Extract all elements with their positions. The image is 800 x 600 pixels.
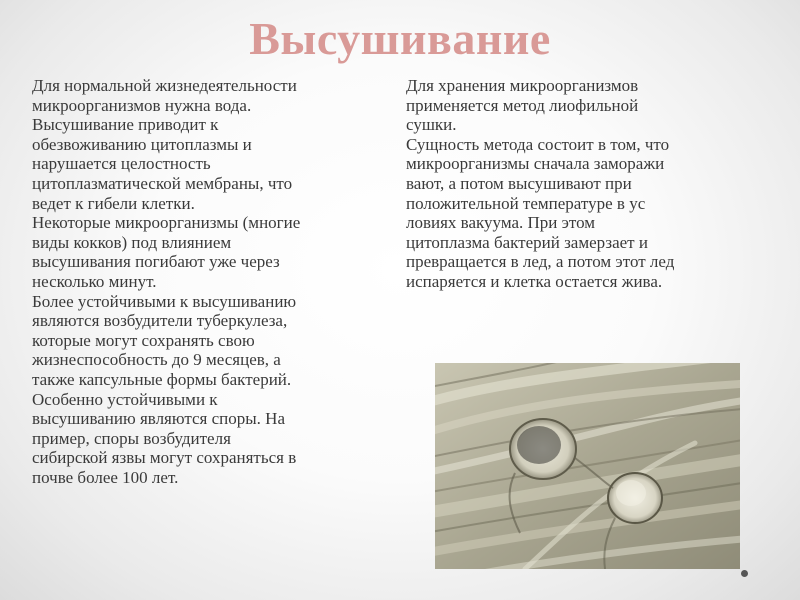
microscope-photo-image [435,363,740,569]
slide-title: Высушивание [249,13,551,64]
slide-corner-dot [741,570,748,577]
right-text-column [406,76,766,292]
left-paragraph-4: Особенно устойчивыми к высушиванию являются споры. На пример, споры возбудителя сибирской язвы могут сохраняться в почве более 100 лет. [32,389,297,487]
left-paragraph-1: Для нормальной жизнедеятельности микроорганизмов нужна вода. Высушивание приводит к обезвоживанию цитоплазмы и нарушается целостность цитоплазматической мембраны, что ведет к гибели клетки. [32,76,297,213]
right-paragraph-1: Для хранения микроорганизмов применяется метод лиофильной сушки. [406,76,639,135]
microscope-photo [435,363,740,569]
right-paragraph-2: Сущность метода состоит в том, что микроорганизмы сначала заморажи вают, а потом высушивают при положительной температуре в ус ловиях вакуума. При этом цитоплазма бактерий замерзает и превращается в лед, а потом этот лед испаряется и клетка остается жива. [406,134,675,291]
left-paragraph-3: Более устойчивыми к высушиванию являются возбудители туберкулеза, которые могут сохранять свою жизнеспособность до 9 месяцев, а также капсульные формы бактерий. [32,291,297,389]
left-paragraph-2: Некоторые микроорганизмы (многие виды кокков) под влиянием высушивания погибают уже через несколько минут. [32,213,301,291]
left-text-column [32,76,392,487]
